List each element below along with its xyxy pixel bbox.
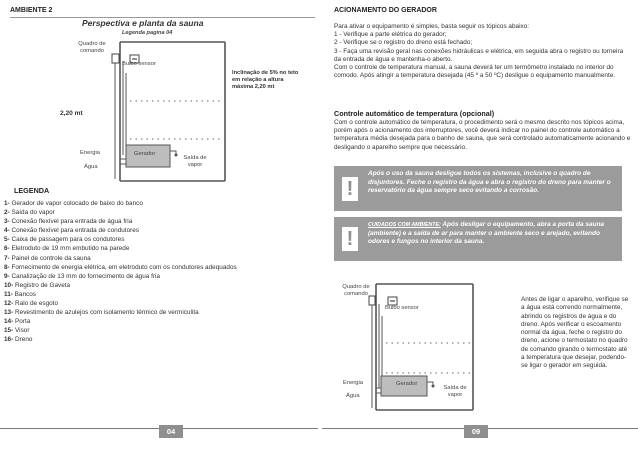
- legend-text: Revestimento de azulejos com isolamento térmico de vermiculita: [13, 309, 199, 317]
- intro-line-1: 1 - Verifique a parte elétrica do gerador;: [334, 31, 447, 39]
- legend-item-10: [4, 281, 316, 290]
- legend-item-2: [4, 208, 316, 217]
- legend-item-16: [4, 335, 316, 344]
- label-quadro-right: Quadro de comando: [342, 284, 370, 297]
- legend-text: Conexão flexível para entrada de água fria: [9, 218, 133, 226]
- label-bulbo-right: Bulbo sensor: [385, 305, 419, 311]
- intro-line-2: 2 - Verifique se o registro do dreno está fechado;: [334, 39, 473, 47]
- side-instructions: Antes de ligar o aparelho, verifique se a água está correndo normalmente, abrindo os registros de água e do dreno. Após verificar o escoamento normal da água, feche o registro do dreno, acione o termostato no quadro de comando girando o termostato até a temperatura que desejar, podendo-se ligar o gerador em seguida.: [521, 296, 629, 370]
- label-saida-right: Saída de vapor: [443, 385, 467, 398]
- legend-text: Saída do vapor: [9, 209, 55, 217]
- diagram-control-box: [369, 296, 375, 305]
- legend-item-7: [4, 254, 316, 263]
- diagram-control-box: [112, 54, 119, 63]
- legend-num: 1-: [4, 200, 10, 207]
- legend-item-6: [4, 244, 316, 253]
- legend-text: Dreno: [13, 336, 33, 344]
- label-saida-left: Saída de vapor: [183, 155, 207, 168]
- left-section-label: AMBIENTE 2: [10, 7, 53, 14]
- legend-text: Fornecimento de energia elétrica, em eletroduto com os condutores adequados: [9, 263, 237, 271]
- legend-text: Ralo de esgoto: [13, 300, 59, 308]
- left-page-number: 04: [159, 425, 183, 438]
- label-gerador-right: Gerador: [396, 381, 418, 387]
- legend-list: [4, 199, 316, 345]
- warning-box-1: [334, 166, 622, 211]
- legend-num: 13-: [4, 309, 14, 317]
- auto-control-title: Controle automático de temperatura (opcional): [334, 109, 495, 118]
- right-section-label: ACIONAMENTO DO GERADOR: [334, 7, 437, 14]
- label-gerador-left: Gerador: [134, 151, 156, 157]
- label-inclinacao: Inclinação de 5% no teto em relação a altura máxima 2,20 mt: [232, 70, 299, 90]
- legend-text: Canalização de 13 mm do fornecimento de água fria: [9, 272, 160, 280]
- legend-text: Porta: [13, 318, 31, 326]
- legend-text: Visor: [13, 327, 30, 335]
- legend-item-15: [4, 326, 316, 335]
- legend-num: 4-: [4, 227, 10, 235]
- legend-text: Eletroduto de 19 mm embutido na parede: [9, 245, 130, 253]
- legend-text: Gerador de vapor colocado de baixo do banco: [9, 200, 143, 207]
- legend-num: 11-: [4, 290, 13, 298]
- legend-num: 2-: [4, 209, 10, 217]
- legend-text: Bancos: [12, 290, 36, 298]
- legend-item-14: [4, 317, 316, 326]
- intro-line-3: 3 - Faça uma revisão geral nas conexões hidráulicas e elétrica, em seguida abra o registro ou torneira da entrada de água e mantenha-o aberto.: [334, 47, 624, 63]
- legend-text: Painel de controle da sauna: [9, 254, 91, 262]
- label-agua-right: Água: [346, 393, 360, 399]
- warning-box-2: [334, 217, 622, 261]
- legend-title: LEGENDA: [14, 186, 50, 195]
- label-bulbo-left: Bulbo sensor: [122, 61, 156, 67]
- legend-item-3: [4, 217, 316, 226]
- diagram-subtitle: Legenda pagina 04: [122, 30, 173, 36]
- auto-control-text: Com o controle automático de temperatura, o procedimento será o mesmo descrito nos tópicos acima, porém após o acionamento dos interruptores, você deverá indicar no painel do controle automático a temperatura média desejada para o banho de sauna, que será controlado automaticamente acionando e desligando o aparelho sempre que necessário.: [334, 119, 631, 151]
- legend-text: Conexão flexível para entrada de condutores: [9, 227, 140, 235]
- legend-num: 8-: [4, 263, 10, 271]
- intro-line-4: Com o controle de temperatura manual, a sauna deverá ter um termômetro instalado no interior do comodo. Após atingir a temperatura desejada (45 º a 50 ºC) desligue o equipamento manualmente.: [334, 64, 616, 80]
- right-page-number: 09: [464, 425, 488, 438]
- intro-block: [334, 23, 632, 80]
- legend-item-12: [4, 299, 316, 308]
- warning-icon: !: [342, 177, 358, 201]
- legend-num: 15-: [4, 327, 14, 335]
- legend-text: Registro de Gaveta: [13, 281, 71, 289]
- legend-num: 16-: [4, 336, 14, 344]
- legend-num: 5-: [4, 236, 10, 244]
- legend-item-13: [4, 308, 316, 317]
- warning-lead: CUIDADOS COM AMBIENTE:: [368, 222, 441, 228]
- warning-icon: !: [342, 227, 358, 251]
- label-energia-left: Energia: [80, 150, 100, 156]
- legend-num: 14-: [4, 318, 14, 326]
- diagram-title: Perspectiva e planta da sauna: [82, 18, 204, 28]
- legend-text: Caixa de passagem para os condutores: [9, 236, 125, 244]
- legend-item-11: [4, 290, 316, 299]
- legend-item-8: [4, 263, 316, 272]
- legend-item-4: [4, 226, 316, 235]
- legend-num: 6-: [4, 245, 10, 253]
- label-altura: 2,20 mt: [60, 110, 83, 117]
- legend-num: 7-: [4, 254, 10, 262]
- warning-text-1: Após o uso da sauna desligue todos os sistemas, inclusive o quadro de disjuntores. Feche o registro da água e abra o registro do dreno para manter o reservatório da água sempre seco evitando a corrosão.: [368, 170, 611, 195]
- legend-num: 12-: [4, 300, 14, 308]
- sauna-diagram-left: [60, 35, 260, 185]
- label-energia-right: Energia: [343, 380, 363, 386]
- legend-item-9: [4, 272, 316, 281]
- warning-text-2: Após desligar o equipamento, abra a porta da sauna (ambiente) e a saída de ar para manter o ambiente seco e arejado, evitando odores e fungos no interior da sauna.: [368, 221, 605, 246]
- legend-num: 9-: [4, 272, 10, 280]
- label-agua-left: Água: [84, 164, 98, 170]
- label-quadro-left: Quadro de comando: [78, 41, 106, 54]
- legend-num: 10-: [4, 281, 14, 289]
- intro-line-0: Para ativar o equipamento é simples, basta seguir os tópicos abaixo:: [334, 23, 530, 30]
- legend-item-1: [4, 199, 316, 208]
- legend-num: 3-: [4, 218, 10, 226]
- legend-item-5: [4, 235, 316, 244]
